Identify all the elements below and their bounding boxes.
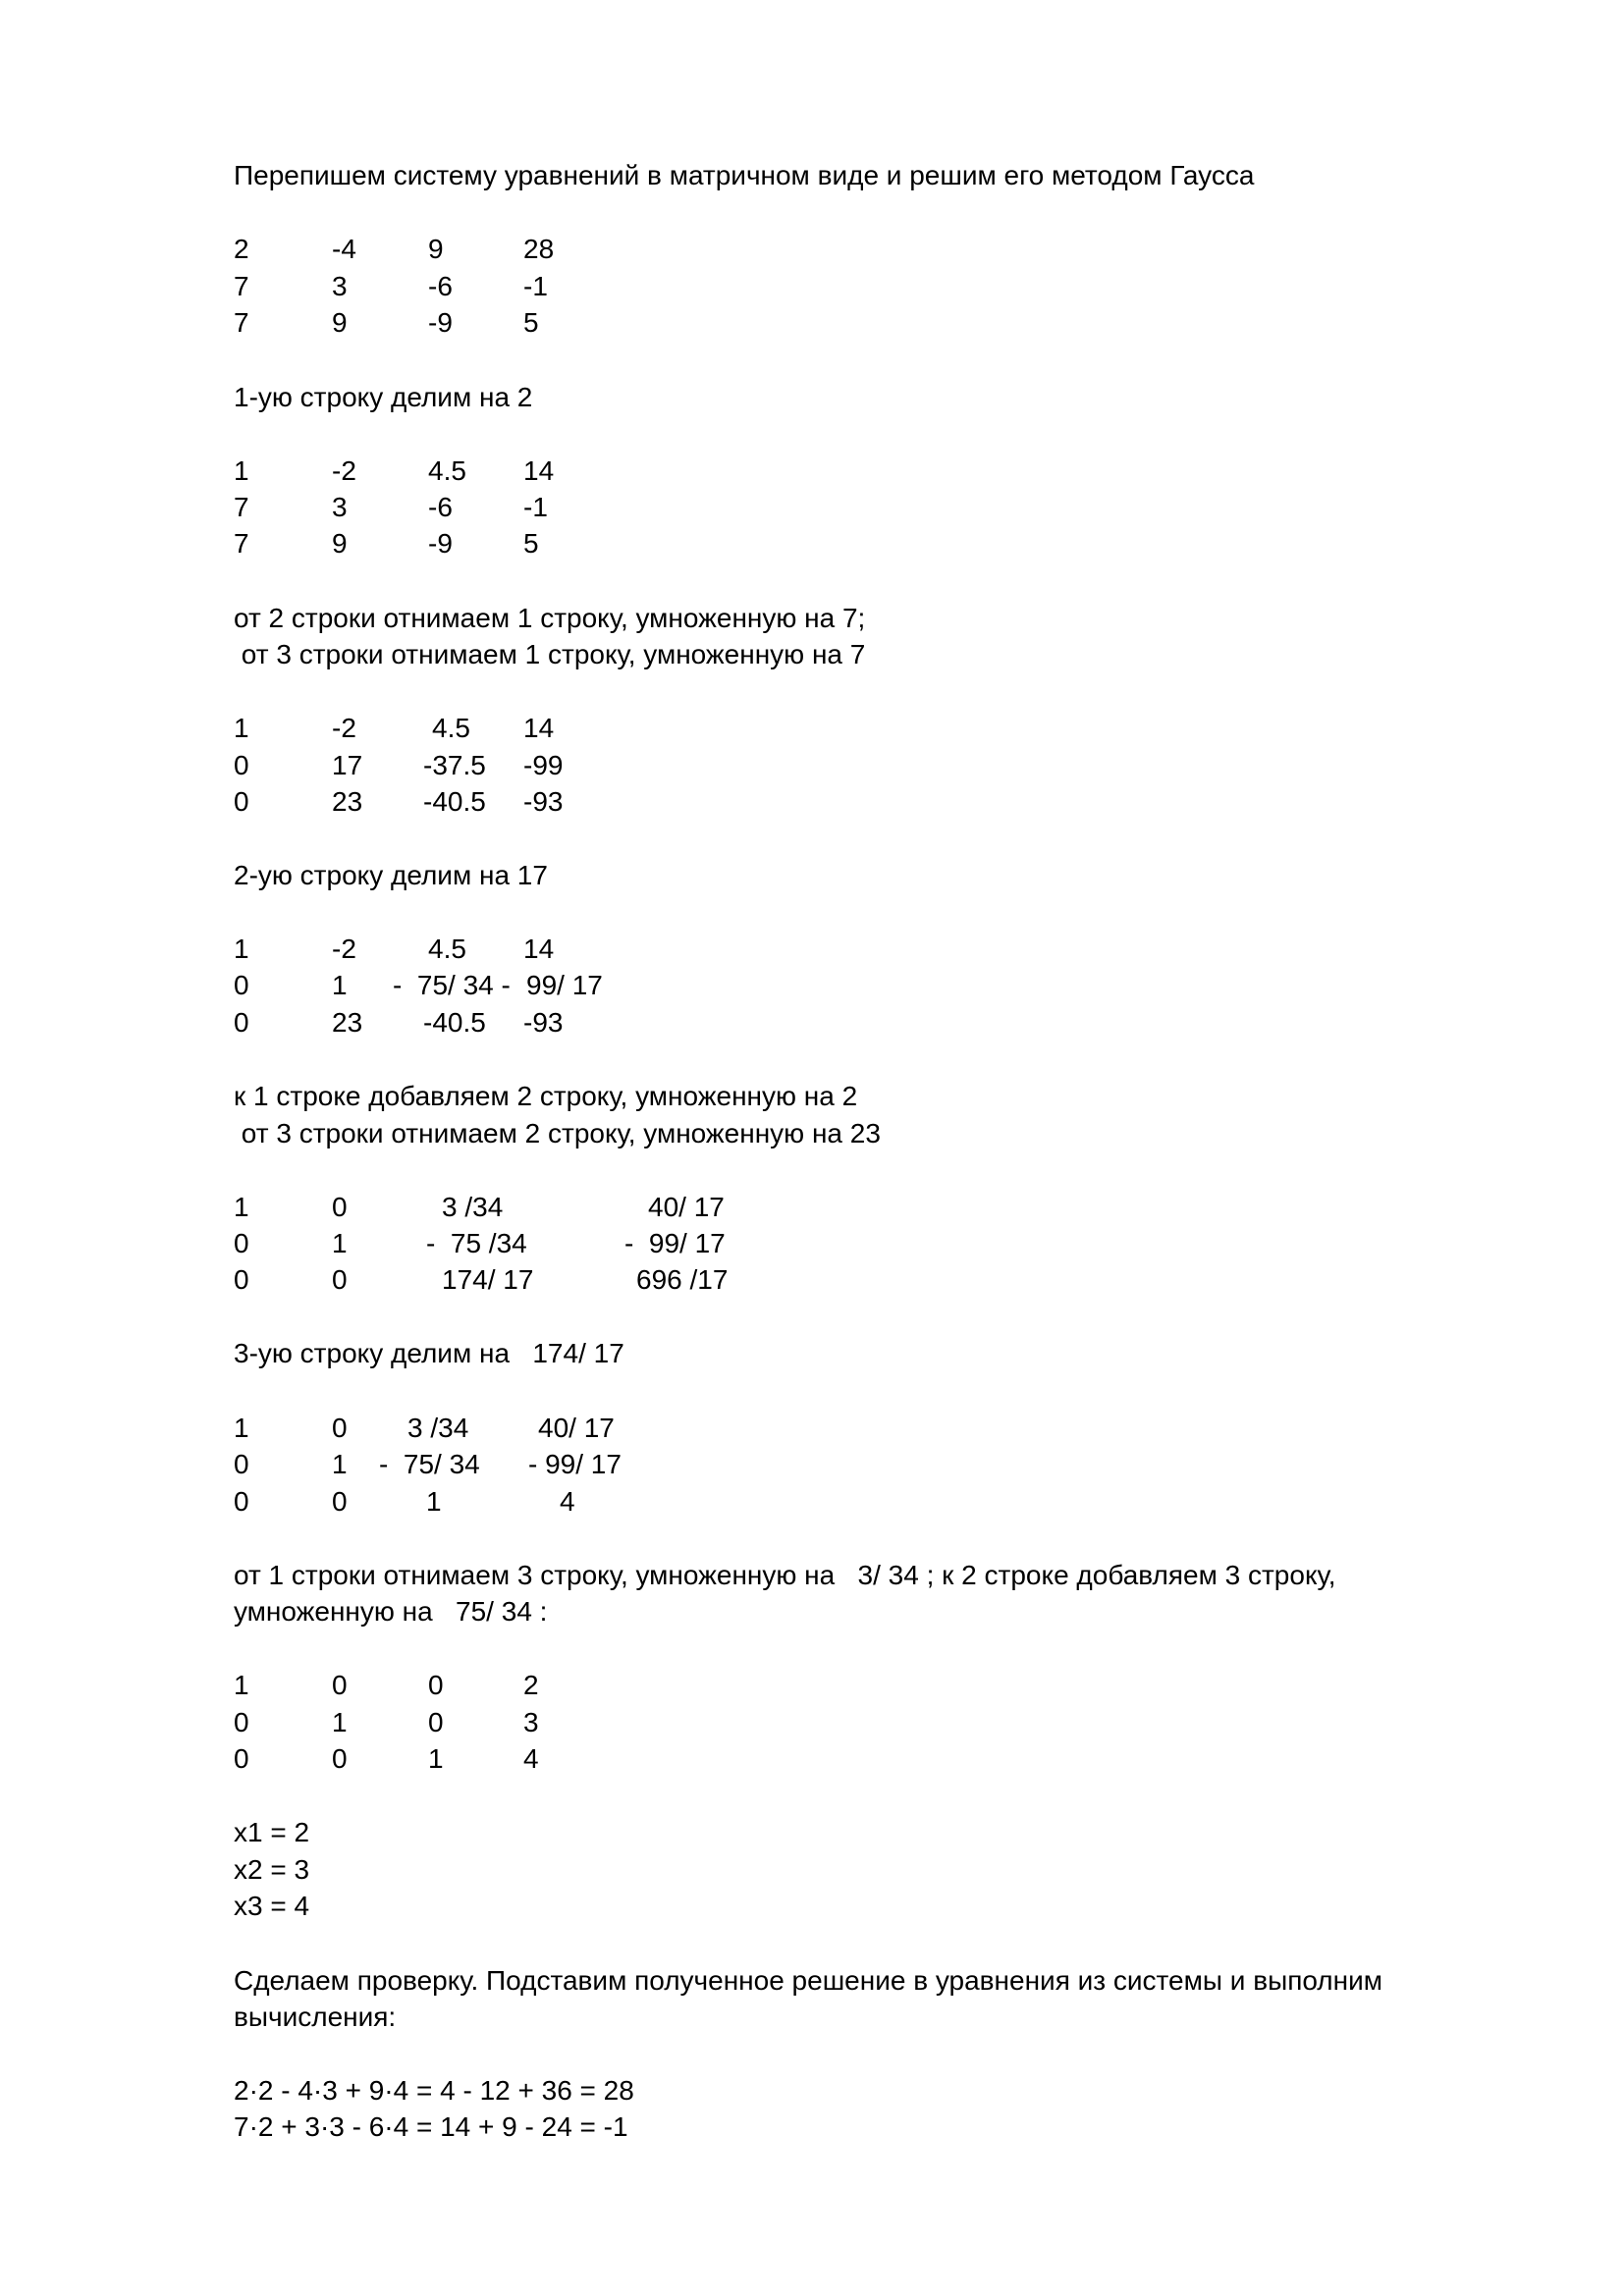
matrix-cell: 40/ 17 xyxy=(538,1413,615,1443)
matrix-cell: - 75 /34 xyxy=(426,1228,527,1258)
matrix-cell: - 99/ 17 xyxy=(624,1228,726,1258)
matrix-cell: 7 xyxy=(234,492,249,522)
matrix-cell: 174/ 17 xyxy=(442,1264,534,1295)
matrix-cell: -9 xyxy=(428,307,453,338)
matrix-cell: -93 xyxy=(523,786,564,817)
step-2-line-1: от 2 строки отнимаем 1 строку, умноженную на 7; xyxy=(234,603,866,633)
matrix-cell: 28 xyxy=(523,234,555,264)
matrix-cell: 0 xyxy=(332,1670,348,1700)
matrix-cell: 1 xyxy=(428,1743,444,1774)
check-line-1: Сделаем проверку. Подставим полученное решение в уравнения из системы и выполним xyxy=(234,1965,1382,1996)
step-2-line-2: от 3 строки отнимаем 1 строку, умноженную на 7 xyxy=(234,639,866,669)
matrix-cell: -93 xyxy=(523,1007,564,1038)
matrix-cell: - 99/ 17 xyxy=(528,1449,622,1479)
matrix-cell: 23 xyxy=(332,1007,363,1038)
matrix-cell: 0 xyxy=(234,970,249,1000)
step-3-text: 2-ую строку делим на 17 xyxy=(234,860,548,890)
solution-x3: x3 = 4 xyxy=(234,1891,310,1921)
matrix-cell: 7 xyxy=(234,528,249,559)
matrix-cell: 14 xyxy=(523,713,555,743)
matrix-cell: 2 xyxy=(234,234,249,264)
matrix-cell: 1 xyxy=(426,1486,442,1517)
matrix-cell: 4 xyxy=(523,1743,539,1774)
matrix-cell: 1 xyxy=(332,970,348,1000)
matrix-cell: -4 xyxy=(332,234,356,264)
matrix-cell: -2 xyxy=(332,455,356,486)
matrix-cell: 4 xyxy=(560,1486,575,1517)
solution-x2: x2 = 3 xyxy=(234,1854,310,1885)
step-1-text: 1-ую строку делим на 2 xyxy=(234,382,533,412)
matrix-cell: 4.5 xyxy=(428,455,466,486)
matrix-cell: 0 xyxy=(234,1228,249,1258)
matrix-cell: 1 xyxy=(234,1413,249,1443)
matrix-cell: 0 xyxy=(234,1007,249,1038)
matrix-cell: 0 xyxy=(234,1486,249,1517)
matrix-cell: - 75/ 34 - xyxy=(393,970,511,1000)
matrix-cell: 4.5 xyxy=(432,713,470,743)
matrix-cell: 14 xyxy=(523,934,555,964)
matrix-cell: -99 xyxy=(523,750,564,780)
matrix-cell: 0 xyxy=(428,1670,444,1700)
matrix-cell: -40.5 xyxy=(423,786,486,817)
matrix-cell: 0 xyxy=(234,1707,249,1737)
matrix-cell: 0 xyxy=(332,1264,348,1295)
matrix-cell: 17 xyxy=(332,750,363,780)
matrix-cell: -6 xyxy=(428,492,453,522)
check-line-2: вычисления: xyxy=(234,2002,397,2032)
matrix-cell: 1 xyxy=(234,1192,249,1222)
matrix-cell: 0 xyxy=(332,1743,348,1774)
step-4-line-2: от 3 строки отнимаем 2 строку, умноженную на 23 xyxy=(234,1118,881,1148)
matrix-cell: - 75/ 34 xyxy=(379,1449,480,1479)
matrix-cell: 1 xyxy=(332,1707,348,1737)
matrix-cell: -40.5 xyxy=(423,1007,486,1038)
step-4-line-1: к 1 строке добавляем 2 строку, умноженную на 2 xyxy=(234,1081,858,1111)
matrix-cell: 0 xyxy=(332,1413,348,1443)
matrix-cell: 3 xyxy=(523,1707,539,1737)
step-6-line-1: от 1 строки отнимаем 3 строку, умноженную на 3/ 34 ; к 2 строке добавляем 3 строку, xyxy=(234,1560,1336,1590)
matrix-cell: 1 xyxy=(234,934,249,964)
matrix-cell: -1 xyxy=(523,492,548,522)
matrix-cell: -37.5 xyxy=(423,750,486,780)
matrix-cell: 0 xyxy=(234,750,249,780)
matrix-cell: 4.5 xyxy=(428,934,466,964)
matrix-cell: 14 xyxy=(523,455,555,486)
matrix-cell: -1 xyxy=(523,271,548,301)
matrix-cell: -9 xyxy=(428,528,453,559)
verify-equation-1: 2·2 - 4·3 + 9·4 = 4 - 12 + 36 = 28 xyxy=(234,2075,634,2106)
matrix-cell: 5 xyxy=(523,307,539,338)
matrix-cell: 9 xyxy=(332,528,348,559)
matrix-cell: 3 /34 xyxy=(442,1192,504,1222)
matrix-cell: -2 xyxy=(332,934,356,964)
matrix-cell: -2 xyxy=(332,713,356,743)
matrix-cell: 5 xyxy=(523,528,539,559)
matrix-cell: 0 xyxy=(234,1449,249,1479)
matrix-cell: 1 xyxy=(234,1670,249,1700)
matrix-cell: 99/ 17 xyxy=(526,970,603,1000)
matrix-cell: 2 xyxy=(523,1670,539,1700)
intro-text: Перепишем систему уравнений в матричном виде и решим его методом Гаусса xyxy=(234,160,1255,190)
step-6-line-2: умноженную на 75/ 34 : xyxy=(234,1596,548,1627)
matrix-cell: 3 xyxy=(332,492,348,522)
matrix-cell: 0 xyxy=(332,1486,348,1517)
matrix-cell: 3 xyxy=(332,271,348,301)
matrix-cell: 0 xyxy=(332,1192,348,1222)
matrix-cell: 40/ 17 xyxy=(648,1192,725,1222)
step-5-text: 3-ую строку делим на 174/ 17 xyxy=(234,1338,624,1368)
matrix-cell: 3 /34 xyxy=(407,1413,469,1443)
solution-x1: x1 = 2 xyxy=(234,1817,310,1847)
matrix-cell: 0 xyxy=(234,1743,249,1774)
matrix-cell: 696 /17 xyxy=(636,1264,729,1295)
matrix-cell: 0 xyxy=(234,1264,249,1295)
matrix-cell: 9 xyxy=(332,307,348,338)
matrix-cell: 1 xyxy=(234,455,249,486)
matrix-cell: 1 xyxy=(332,1228,348,1258)
matrix-cell: 0 xyxy=(428,1707,444,1737)
matrix-cell: 23 xyxy=(332,786,363,817)
matrix-cell: 7 xyxy=(234,271,249,301)
matrix-cell: 1 xyxy=(234,713,249,743)
matrix-cell: 7 xyxy=(234,307,249,338)
matrix-cell: 1 xyxy=(332,1449,348,1479)
matrix-cell: 0 xyxy=(234,786,249,817)
matrix-cell: -6 xyxy=(428,271,453,301)
matrix-cell: 9 xyxy=(428,234,444,264)
verify-equation-2: 7·2 + 3·3 - 6·4 = 14 + 9 - 24 = -1 xyxy=(234,2111,628,2142)
